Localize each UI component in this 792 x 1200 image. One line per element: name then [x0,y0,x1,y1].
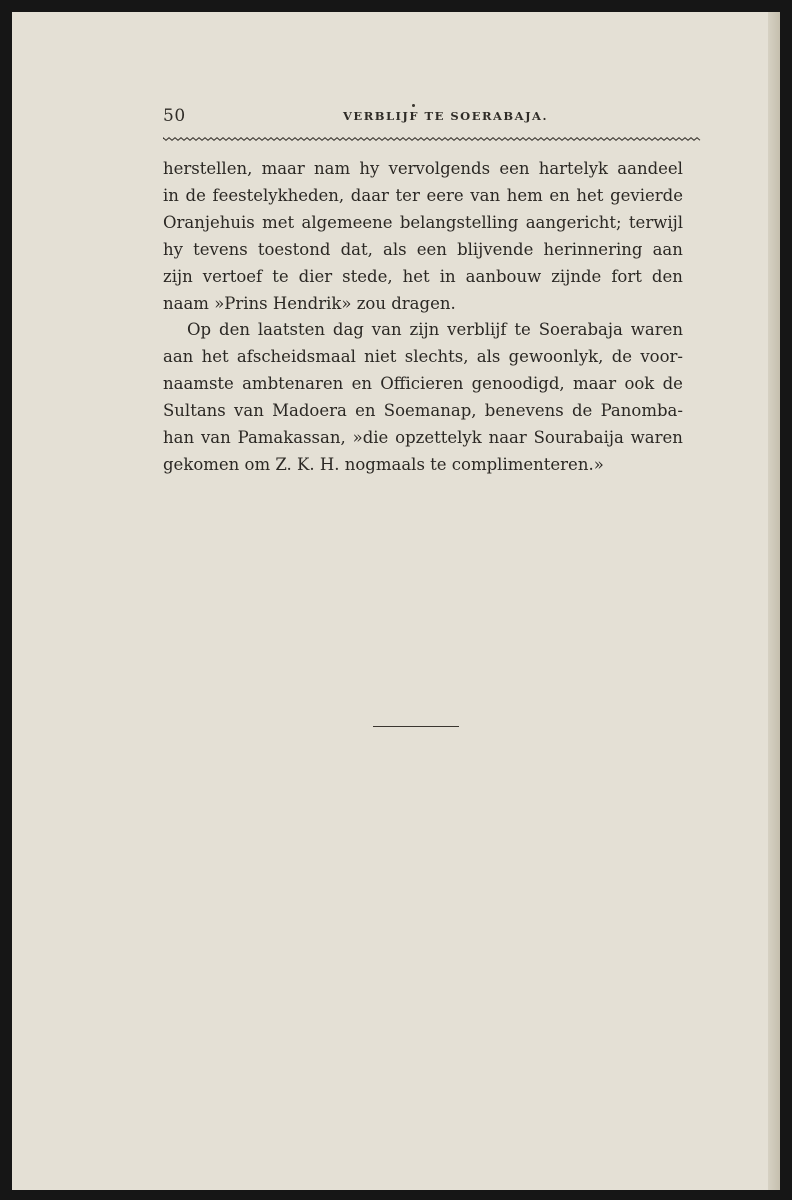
word: toestond [257,239,331,259]
word: vertoef [202,266,263,286]
word: naar [488,428,527,448]
word: aan [163,347,194,367]
word: in [439,266,456,286]
word: en [549,185,570,205]
word: genoodigd, [471,374,565,394]
word: »die [352,428,389,448]
word: terwijl [628,212,683,232]
word: fort [611,266,642,286]
word: een [416,239,447,259]
word: dier [298,266,333,286]
word: benevens [484,401,564,421]
word: als [476,347,501,367]
wavy-header-rule [163,134,701,144]
word: den [651,266,683,286]
word: stede, [342,266,393,286]
word: Pamakassan, [237,428,346,448]
word: met [262,212,295,232]
word: aanbouw [465,266,542,286]
word: aan [652,239,683,259]
word: blijvende [457,239,534,259]
word: nam [314,159,351,178]
word: verblijf [447,320,507,340]
word: laatsten [257,320,325,340]
word: en [351,374,372,394]
word: feestelykheden, [212,185,345,205]
word: het [402,266,430,286]
word: het [201,347,229,367]
word: voor- [640,347,683,367]
word: herinnering [543,239,643,259]
word: maar [261,159,305,178]
word: vervolgends [388,159,491,178]
word: Madoera [272,401,347,421]
running-head: VERBLIJF TE SOERABAJA. [343,109,548,123]
text-line [163,264,683,291]
word: te [514,320,531,340]
page-edge [768,12,780,1190]
word: afscheidsmaal [236,347,356,367]
word: waren [630,320,683,340]
word: eere [426,185,464,205]
paragraph-1 [163,156,683,317]
word: van [234,401,264,421]
word: en [355,401,376,421]
word: ook [624,374,655,394]
text-line [163,237,683,264]
word: de [571,401,593,421]
word: slechts, [404,347,469,367]
word: hem [506,185,543,205]
word: van [470,185,501,205]
word: han [163,428,195,448]
page-header [163,106,701,128]
word: dag [332,320,364,340]
text-line [163,156,683,183]
word: Soerabaja [538,320,623,340]
text-line [163,344,683,371]
word: aangericht; [525,212,622,232]
word: in [163,185,179,205]
word: van [200,428,231,448]
text-line [163,317,683,344]
word: het [576,185,604,205]
word: opzettelyk [395,428,482,448]
text-line [163,398,683,425]
word: herstellen, [163,159,253,178]
word: Oranjehuis [163,212,255,232]
word: te [272,266,289,286]
word: daar [350,185,389,205]
word: Sourabaija [533,428,624,448]
word: gevierde [610,185,683,205]
word: zijn [163,266,193,286]
word: dat, [340,239,373,259]
word: hartelyk [538,159,609,178]
word: Soemanap, [383,401,477,421]
word: een [499,159,530,178]
word: hy [359,159,380,178]
text-line [163,210,683,237]
word: hy [163,239,183,259]
word: niet [364,347,397,367]
text-line: naam »Prins Hendrik» zou dragen. [163,293,456,313]
end-rule [373,726,459,727]
text-line: gekomen om Z. K. H. nogmaals te complimenteren.» [163,454,604,474]
word: Officieren [380,374,464,394]
word: ambtenaren [242,374,344,394]
word: Sultans [163,401,226,421]
word: tevens [193,239,248,259]
word: de [185,185,206,205]
word: van [371,320,402,340]
word: den [219,320,250,340]
word: waren [630,428,683,448]
word: als [383,239,407,259]
page-number: 50 [163,106,186,126]
word: aandeel [617,159,683,178]
word: de [662,374,683,394]
word: Panomba- [600,401,683,421]
word: de [611,347,633,367]
body-text [163,156,683,479]
word: zijnde [551,266,602,286]
text-line [163,425,683,452]
word: zijn [409,320,440,340]
word: belangstelling [399,212,519,232]
text-line [163,183,683,210]
paragraph-2 [163,317,683,478]
word: naamste [163,374,234,394]
text-line [163,371,683,398]
word: algemeene [301,212,393,232]
word: maar [572,374,617,394]
word: Op [187,320,212,340]
word: gewoonlyk, [508,347,604,367]
word: ter [395,185,420,205]
